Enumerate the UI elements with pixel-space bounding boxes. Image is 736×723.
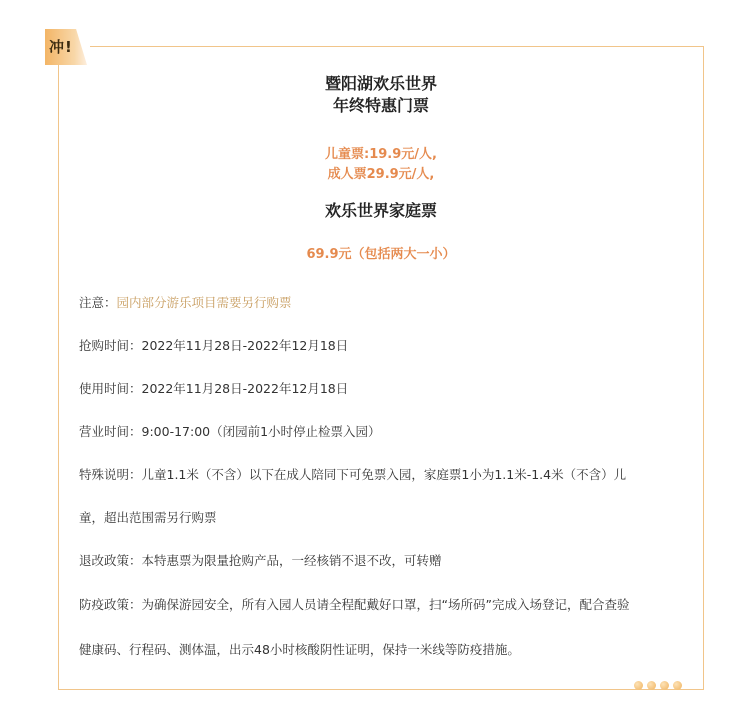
ticket-type: 年终特惠门票 [332,96,429,115]
child-price: 儿童票:19.9元/人, [325,147,437,162]
dot-icon [647,681,656,690]
price-block [58,145,704,185]
epidemic-policy-line1: 防疫政策：为确保游园安全，所有入园人员请全程配戴好口罩，扫“场所码”完成入场登记，配合查验 [79,597,630,612]
purchase-time: 抢购时间：2022年11月28日-2022年12月18日 [79,338,349,353]
family-ticket-price: 69.9元（包括两大一小） [306,247,456,262]
decorative-dots [634,681,688,691]
title-block [58,73,704,117]
use-time: 使用时间：2022年11月28日-2022年12月18日 [79,381,349,396]
special-note-line2: 童，超出范围需另行购票 [79,510,217,525]
badge-label: 冲! [49,38,73,56]
dot-icon [660,681,669,690]
notice-line [79,295,292,311]
dot-icon [673,681,682,690]
business-hours: 营业时间：9:00-17:00（闭园前1小时停止检票入园） [79,424,381,439]
family-title-block [58,200,704,222]
notice-text: 园内部分游乐项目需要另行购票 [116,295,292,310]
notice-label: 注意： [79,295,117,310]
dot-icon [634,681,643,690]
family-ticket-title: 欢乐世界家庭票 [324,201,437,220]
park-name: 暨阳湖欢乐世界 [324,74,437,93]
epidemic-policy-line2: 健康码、行程码、测体温，出示48小时核酸阴性证明，保持一米线等防疫措施。 [79,642,520,657]
card-frame [58,46,704,690]
family-price-block [58,245,704,265]
refund-policy: 退改政策：本特惠票为限量抢购产品，一经核销不退不改，可转赠 [79,553,442,568]
special-note-line1: 特殊说明：儿童1.1米（不含）以下在成人陪同下可免票入园，家庭票1小为1.1米-1.4米（不含）儿 [79,467,627,482]
adult-price: 成人票29.9元/人, [327,167,435,182]
